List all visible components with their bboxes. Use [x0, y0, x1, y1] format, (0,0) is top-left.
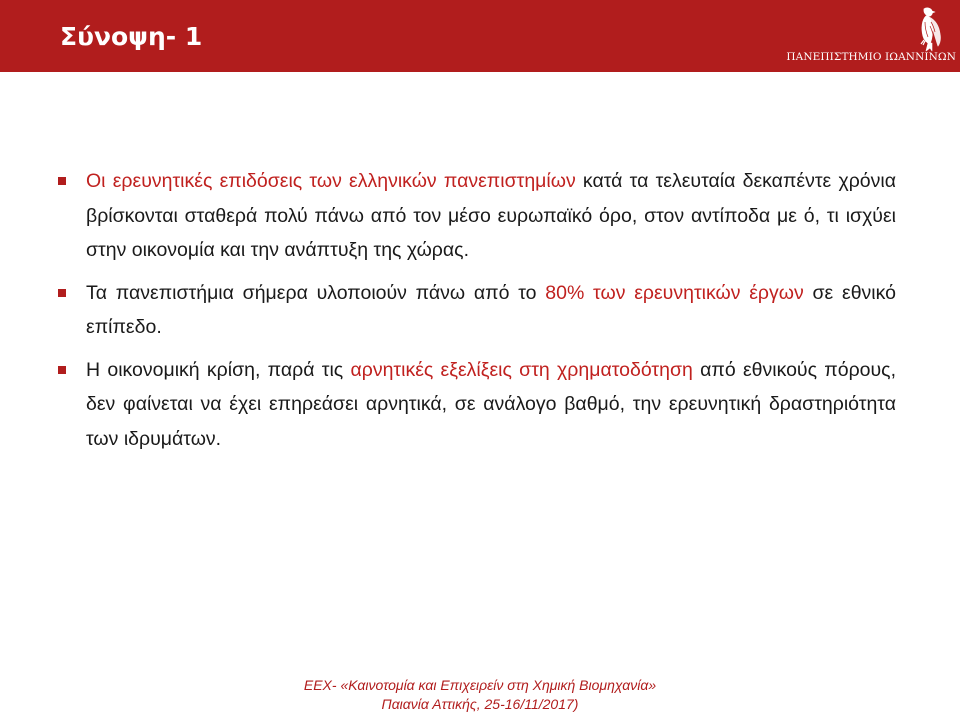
slide-footer	[0, 676, 960, 714]
eagle-emblem-icon	[904, 6, 948, 52]
highlighted-text: 80% των ερευνητικών έργων	[545, 281, 804, 304]
bullet-list	[58, 164, 896, 464]
highlighted-text: αρνητικές εξελίξεις στη χρηματοδότηση	[350, 358, 693, 381]
university-name: ΠΑΝΕΠΙΣΤΗΜΙΟ ΙΩΑΝΝΙΝΩΝ	[786, 51, 956, 63]
square-bullet-icon	[58, 177, 66, 185]
bullet-text: κατά τα τελευταία δεκαπέντε χρόνια βρίσκονται σταθερά πολύ πάνω από τον μέσο ευρωπαϊκό όρο, στον αντίποδα με ό, τι ισχύει στην οικονομία και την ανάπτυξη της χώρας.	[86, 170, 896, 261]
highlighted-text: Οι ερευνητικές επιδόσεις των ελληνικών πανεπιστημίων	[86, 170, 576, 192]
university-logo	[760, 6, 956, 68]
square-bullet-icon	[58, 366, 66, 374]
bullet-item	[58, 164, 896, 268]
title-bar	[0, 0, 960, 72]
footer-event-place-date: Παιανία Αττικής, 25-16/11/2017)	[381, 696, 579, 712]
footer-event-title: ΕΕΧ- «Καινοτομία και Επιχειρείν στη Χημική Βιομηχανία»	[303, 677, 657, 693]
bullet-text: από εθνικούς πόρους, δεν φαίνεται να έχει επηρεάσει αρνητικά, σε ανάλογο βαθμό, την ερευνητική δραστηριότητα των ιδρυμάτων.	[86, 358, 896, 450]
slide-title: Σύνοψη- 1	[60, 22, 203, 51]
bullet-text: Η οικονομική κρίση, παρά τις	[86, 358, 351, 381]
bullet-item	[58, 276, 896, 345]
bullet-item	[58, 353, 896, 457]
square-bullet-icon	[58, 289, 66, 297]
bullet-text: Τα πανεπιστήμια σήμερα υλοποιούν πάνω από το	[86, 281, 546, 304]
bullet-text: σε εθνικό επίπεδο.	[86, 281, 896, 338]
